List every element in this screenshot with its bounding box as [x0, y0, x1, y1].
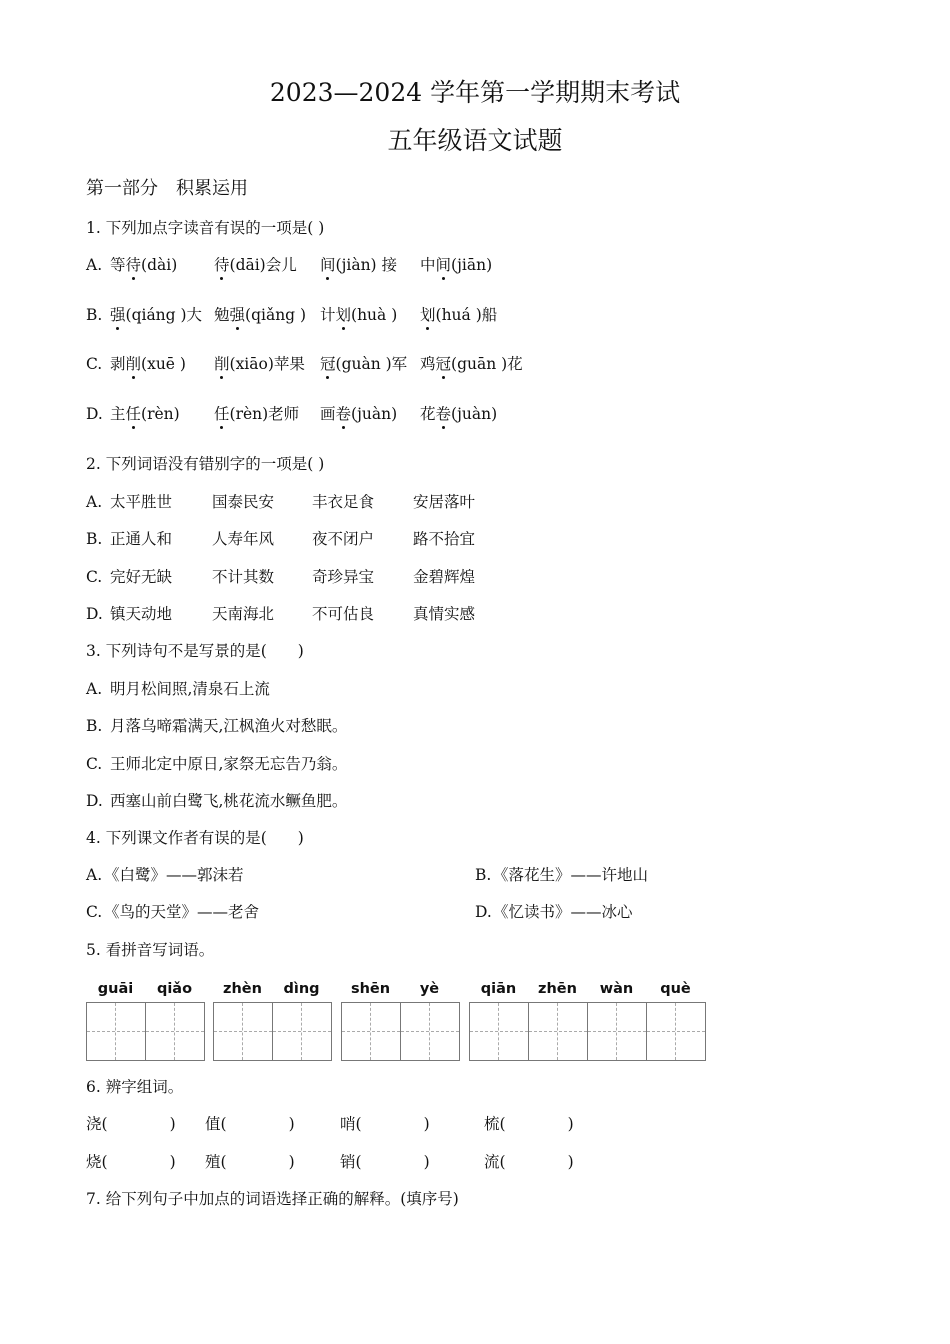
writing-cell: [470, 1003, 528, 1060]
item-prefix: 花: [420, 405, 436, 423]
pinyin-label: wàn: [599, 981, 634, 997]
pinyin-group: [469, 978, 706, 1061]
option-letter: C.: [86, 355, 103, 373]
item-pinyin: (juàn): [351, 405, 398, 423]
idiom-word: 安居落叶: [413, 493, 476, 511]
item-pinyin: (rèn): [141, 405, 180, 423]
pinyin-label: zhèn: [223, 981, 262, 997]
dotted-char: 削: [214, 355, 230, 373]
item-prefix: 剥: [110, 355, 126, 373]
option-letter: B.: [86, 306, 103, 324]
exam-title: 2023—2024 学年第一学期期末考试: [269, 78, 681, 107]
writing-cell: [400, 1003, 459, 1060]
item-pinyin: (qiǎng ): [245, 306, 307, 324]
pinyin-labels: [341, 978, 460, 1002]
item-pinyin: (dāi)会儿: [229, 256, 297, 274]
reading-item: [110, 403, 180, 425]
q4-stem: 4. 下列课文作者有误的是( ): [86, 829, 304, 847]
word-build-item: [86, 1113, 176, 1135]
writing-cell: [528, 1003, 587, 1060]
item-pinyin: (huà ): [351, 306, 398, 324]
pinyin-labels: [469, 978, 706, 1002]
dotted-char: 强: [110, 306, 126, 324]
answer-blank: ( ): [499, 1115, 574, 1133]
idiom-word: 金碧辉煌: [413, 568, 476, 586]
item-prefix: 勉: [214, 306, 230, 324]
reading-item: [320, 353, 407, 375]
dotted-char: 间: [435, 256, 452, 274]
word-build-item: [484, 1151, 574, 1173]
reading-item: [320, 403, 397, 425]
q5-stem: 5. 看拼音写词语。: [86, 941, 215, 959]
item-pinyin: (xuē ): [141, 355, 186, 373]
pinyin-group: [86, 978, 205, 1061]
item-pinyin: (guàn )军: [335, 355, 408, 373]
writing-cell: [272, 1003, 331, 1060]
tianzige-grid: [213, 1002, 332, 1061]
base-char: 浇: [86, 1115, 102, 1133]
pinyin-label: shēn: [350, 981, 391, 997]
dotted-char: 任: [214, 405, 230, 423]
tianzige-grid: [469, 1002, 706, 1061]
pinyin-label: yè: [419, 981, 440, 997]
answer-blank: ( ): [355, 1153, 430, 1171]
answer-blank: ( ): [101, 1153, 176, 1171]
idiom-word: 天南海北: [212, 605, 275, 623]
pinyin-label: qiǎo: [156, 981, 193, 997]
reading-item: [320, 254, 397, 276]
option-letter: D.: [86, 605, 103, 623]
base-char: 梳: [484, 1115, 500, 1133]
option-letter: A.: [86, 256, 103, 274]
word-build-item: [484, 1113, 574, 1135]
pinyin-label: qiān: [480, 981, 517, 997]
option-text: 月落乌啼霜满天,江枫渔火对愁眠。: [110, 717, 348, 735]
dotted-char: 待: [125, 256, 142, 274]
base-char: 流: [484, 1153, 500, 1171]
tianzige-grid: [86, 1002, 205, 1061]
writing-cell: [587, 1003, 646, 1060]
pinyin-label: zhēn: [538, 981, 577, 997]
option-letter: B.: [86, 717, 103, 735]
reading-item: [110, 304, 202, 326]
writing-cell: [646, 1003, 705, 1060]
word-build-item: [340, 1151, 430, 1173]
dotted-char: 削: [125, 355, 142, 373]
dotted-char: 卷: [435, 405, 452, 423]
item-pinyin: (jiàn) 接: [335, 256, 398, 274]
option-letter: A.: [86, 680, 103, 698]
word-build-item: [205, 1113, 295, 1135]
idiom-word: 路不拾宜: [413, 530, 476, 548]
item-pinyin: (dài): [141, 256, 178, 274]
dotted-char: 卷: [335, 405, 352, 423]
q4-option-text: 《白鹭》——郭沫若: [104, 866, 244, 884]
q4-option-letter: A.: [86, 866, 103, 884]
answer-blank: ( ): [499, 1153, 574, 1171]
reading-item: [420, 304, 497, 326]
answer-blank: ( ): [355, 1115, 430, 1133]
reading-item: [214, 353, 305, 375]
option-letter: C.: [86, 568, 103, 586]
reading-item: [420, 403, 497, 425]
word-build-item: [205, 1151, 295, 1173]
base-char: 哨: [340, 1115, 356, 1133]
option-letter: D.: [86, 792, 103, 810]
idiom-word: 正通人和: [110, 530, 173, 548]
option-text: 明月松间照,清泉石上流: [110, 680, 270, 698]
section-heading: 第一部分 积累运用: [86, 178, 248, 199]
idiom-word: 不可估良: [312, 605, 375, 623]
exam-subtitle: 五年级语文试题: [387, 126, 563, 155]
idiom-word: 镇天动地: [110, 605, 173, 623]
tianzige-grid: [341, 1002, 460, 1061]
reading-item: [320, 304, 397, 326]
item-pinyin: (xiāo)苹果: [229, 355, 305, 373]
q4-option-text: 《鸟的天堂》——老舍: [104, 903, 260, 921]
pinyin-group: [341, 978, 460, 1061]
item-pinyin: (qiáng )大: [125, 306, 203, 324]
reading-item: [110, 254, 177, 276]
q1-stem: 1. 下列加点字读音有误的一项是( ): [86, 219, 325, 237]
base-char: 销: [340, 1153, 356, 1171]
q4-option-letter: B.: [475, 866, 492, 884]
option-letter: A.: [86, 493, 103, 511]
item-prefix: 等: [110, 256, 126, 274]
writing-cell: [87, 1003, 145, 1060]
item-prefix: 画: [320, 405, 336, 423]
word-build-item: [86, 1151, 176, 1173]
idiom-word: 太平胜世: [110, 493, 173, 511]
pinyin-labels: [86, 978, 205, 1002]
item-prefix: 计: [320, 306, 336, 324]
idiom-word: 国泰民安: [212, 493, 275, 511]
item-prefix: 中: [420, 256, 436, 274]
reading-item: [214, 403, 299, 425]
item-pinyin: (huá )船: [435, 306, 498, 324]
idiom-word: 夜不闭户: [312, 530, 375, 548]
q3-stem: 3. 下列诗句不是写景的是( ): [86, 642, 304, 660]
item-prefix: 鸡: [420, 355, 436, 373]
dotted-char: 强: [229, 306, 246, 324]
q4-option-letter: D.: [475, 903, 492, 921]
base-char: 殖: [205, 1153, 221, 1171]
dotted-char: 任: [125, 405, 142, 423]
item-pinyin: (juàn): [451, 405, 498, 423]
option-letter: B.: [86, 530, 103, 548]
q6-stem: 6. 辨字组词。: [86, 1078, 184, 1096]
pinyin-labels: [213, 978, 332, 1002]
idiom-word: 真情实感: [413, 605, 476, 623]
pinyin-label: què: [660, 981, 691, 997]
base-char: 值: [205, 1115, 221, 1133]
base-char: 烧: [86, 1153, 102, 1171]
idiom-word: 完好无缺: [110, 568, 173, 586]
q4-option-letter: C.: [86, 903, 103, 921]
pinyin-group: [213, 978, 332, 1061]
item-prefix: 主: [110, 405, 126, 423]
writing-cell: [214, 1003, 272, 1060]
reading-item: [420, 254, 492, 276]
idiom-word: 不计其数: [212, 568, 275, 586]
answer-blank: ( ): [101, 1115, 176, 1133]
option-text: 西塞山前白鹭飞,桃花流水鳜鱼肥。: [110, 792, 348, 810]
option-letter: D.: [86, 405, 103, 423]
dotted-char: 冠: [320, 355, 336, 373]
pinyin-label: dìng: [283, 981, 320, 997]
idiom-word: 丰衣足食: [312, 493, 375, 511]
item-pinyin: (guān )花: [451, 355, 523, 373]
dotted-char: 待: [214, 256, 230, 274]
dotted-char: 划: [335, 306, 352, 324]
reading-item: [110, 353, 186, 375]
writing-cell: [145, 1003, 204, 1060]
idiom-word: 人寿年风: [212, 530, 275, 548]
option-letter: C.: [86, 755, 103, 773]
dotted-char: 冠: [435, 355, 452, 373]
reading-item: [214, 254, 297, 276]
reading-item: [420, 353, 523, 375]
answer-blank: ( ): [220, 1115, 295, 1133]
reading-item: [214, 304, 306, 326]
item-pinyin: (rèn)老师: [229, 405, 300, 423]
q2-stem: 2. 下列词语没有错别字的一项是( ): [86, 455, 325, 473]
option-text: 王师北定中原日,家祭无忘告乃翁。: [110, 755, 348, 773]
pinyin-label: guāi: [97, 981, 134, 997]
word-build-item: [340, 1113, 430, 1135]
q4-option-text: 《忆读书》——冰心: [493, 903, 633, 921]
dotted-char: 划: [420, 306, 436, 324]
writing-cell: [342, 1003, 400, 1060]
answer-blank: ( ): [220, 1153, 295, 1171]
q7-stem: 7. 给下列句子中加点的词语选择正确的解释。(填序号): [86, 1190, 459, 1208]
dotted-char: 间: [320, 256, 336, 274]
item-pinyin: (jiān): [451, 256, 493, 274]
idiom-word: 奇珍异宝: [312, 568, 375, 586]
q4-option-text: 《落花生》——许地山: [493, 866, 649, 884]
